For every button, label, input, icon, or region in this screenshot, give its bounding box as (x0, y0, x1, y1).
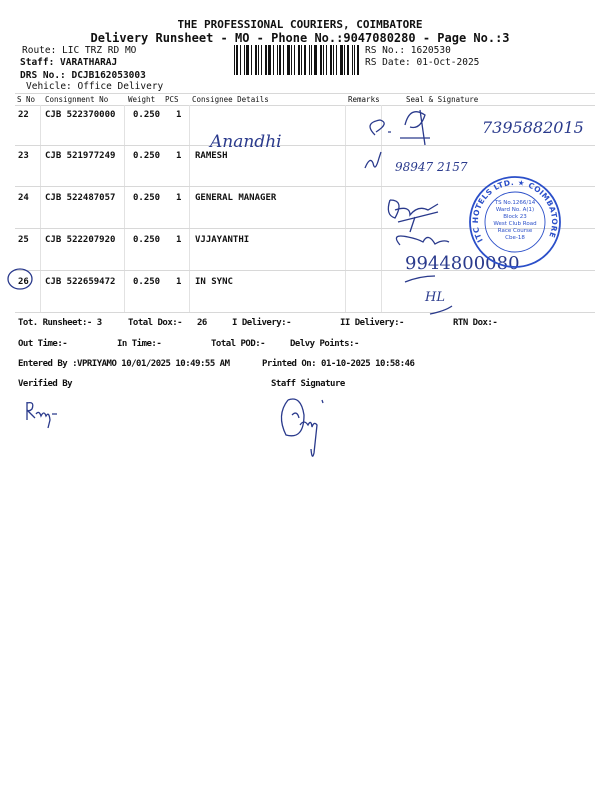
row-weight: 0.250 (133, 193, 161, 203)
row-sno: 23 (18, 151, 29, 161)
row-sno: 25 (18, 235, 29, 245)
staff: Staff: VARATHARAJ (20, 57, 118, 68)
total-dox-label: Total Dox:- (128, 318, 183, 328)
stamp-line: Cbe-18 (505, 235, 525, 241)
row-sno: 24 (18, 193, 29, 203)
runsheet-subtitle: Delivery Runsheet - MO - Phone No.:9047080280 - Page No.:3 (90, 31, 510, 45)
drs-no: DRS No.: DCJB162053003 (20, 70, 146, 81)
circled-serial-26 (8, 269, 32, 289)
signature-24 (388, 200, 438, 222)
entered-by: Entered By :VPRIYAMO 10/01/2025 10:49:55 AM (18, 359, 230, 369)
row-pcs: 1 (176, 110, 182, 120)
signature-26 (405, 276, 452, 314)
stamp-line: Block 23 (503, 214, 527, 220)
row-weight: 0.250 (133, 110, 161, 120)
ii-delivery: II Delivery:- (340, 318, 404, 328)
handwritten-phone: 9944800080 (405, 253, 520, 274)
handwritten-initials: HL (425, 290, 445, 305)
total-pod: Total POD:- (211, 339, 266, 349)
col-sno: S No (17, 95, 36, 104)
col-pcs: PCS (165, 95, 179, 104)
stamp-line: West Club Road (493, 221, 537, 227)
row-consignee: VJJAYANTHI (195, 235, 250, 245)
out-time: Out Time:- (18, 339, 68, 349)
staff-signature: Staff Signature (271, 379, 345, 389)
row-weight: 0.250 (133, 235, 161, 245)
row-pcs: 1 (176, 277, 182, 287)
route: Route: LIC TRZ RD MO (22, 45, 137, 56)
col-consignment: Consignment No (45, 95, 109, 104)
row-weight: 0.250 (133, 151, 161, 161)
rtn-dox: RTN Dox:- (453, 318, 498, 328)
row-consignment: CJB 522370000 (45, 110, 116, 120)
company-stamp (468, 175, 562, 269)
delvy-points: Delvy Points:- (290, 339, 359, 349)
row-sno: 22 (18, 110, 29, 120)
col-seal: Seal & Signature (406, 95, 479, 104)
row-pcs: 1 (176, 151, 182, 161)
row-pcs: 1 (176, 235, 182, 245)
row-consignment: CJB 522207920 (45, 235, 116, 245)
stamp-line: Race Course (497, 228, 533, 234)
staff-signature (281, 399, 323, 456)
signature-25 (396, 217, 449, 245)
row-consignee: RAMESH (195, 151, 228, 161)
signature-23 (365, 152, 381, 168)
row-consignment: CJB 522659472 (45, 277, 116, 287)
row-consignee: IN SYNC (195, 277, 233, 287)
verified-by: Verified By (18, 379, 73, 389)
stamp-line: Ward No. A(1) (495, 207, 535, 213)
signature-22 (370, 110, 430, 145)
verified-by-signature (27, 402, 57, 428)
handwritten-phone: 7395882015 (482, 118, 584, 137)
row-consignee: GENERAL MANAGER (195, 193, 277, 203)
col-remarks: Remarks (348, 95, 380, 104)
i-delivery: I Delivery:- (232, 318, 292, 328)
row-pcs: 1 (176, 193, 182, 203)
handwritten-consignee: Anandhi (210, 132, 282, 152)
handwritten-phone: 98947 2157 (395, 160, 468, 174)
tot-runsheet: Tot. Runsheet:- 3 (18, 318, 102, 328)
row-consignment: CJB 521977249 (45, 151, 116, 161)
company-title: THE PROFESSIONAL COURIERS, COIMBATORE (177, 18, 423, 31)
rs-no: RS No.: 1620530 (365, 45, 451, 56)
rs-date: RS Date: 01-Oct-2025 (365, 57, 480, 68)
in-time: In Time:- (117, 339, 162, 349)
col-consignee: Consignee Details (192, 95, 269, 104)
total-dox-value: 26 (197, 318, 207, 328)
row-consignment: CJB 522487057 (45, 193, 116, 203)
row-weight: 0.250 (133, 277, 161, 287)
printed-on: Printed On: 01-10-2025 10:58:46 (262, 359, 415, 369)
stamp-line: TS No.1266/14 (494, 200, 536, 206)
stamp-ring-text: ITC HOTELS LTD. ★ COIMBATORE (470, 177, 560, 244)
col-weight: Weight (128, 95, 156, 104)
row-sno: 26 (18, 277, 29, 287)
vehicle: Vehicle: Office Delivery (26, 81, 164, 92)
